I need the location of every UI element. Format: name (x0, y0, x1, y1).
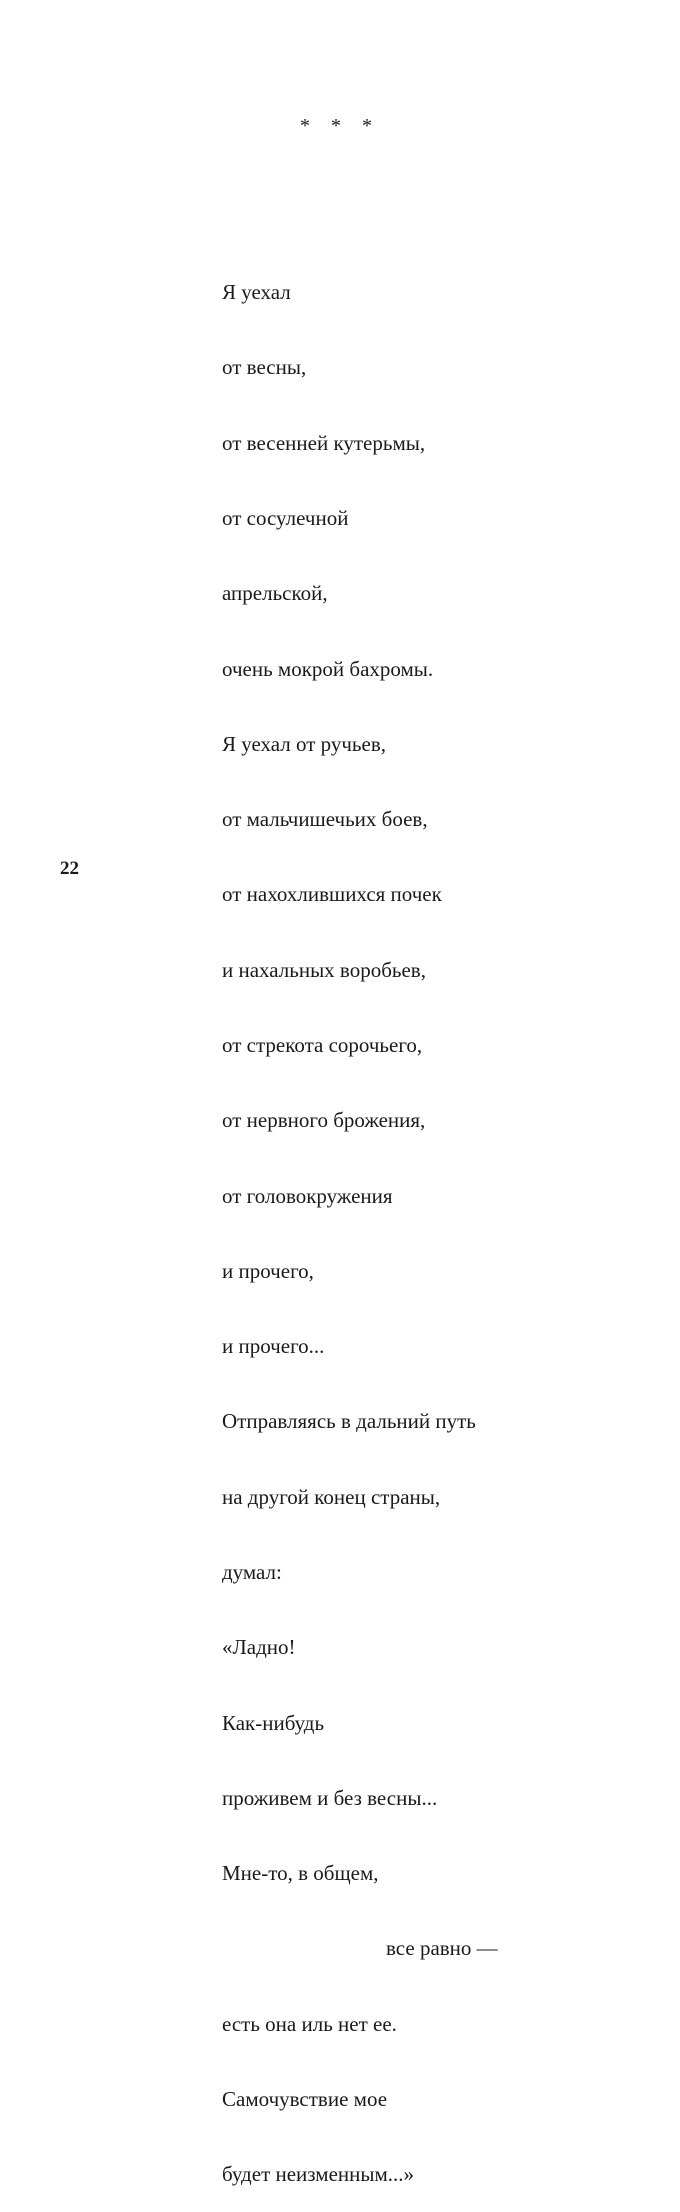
poem-line: «Ладно! (222, 1635, 296, 1660)
section-separator: * * * (300, 115, 380, 137)
poem-line-indented: все равно — (386, 1936, 498, 1961)
poem-line: от нервного брожения, (222, 1108, 426, 1133)
poem-line: Я уехал от ручьев, (222, 731, 386, 756)
poem-line: от весенней кутерьмы, (222, 430, 426, 455)
poem-line: и прочего, (222, 1258, 314, 1283)
poem-line: на другой конец страны, (222, 1484, 441, 1509)
poem-line: проживем и без весны... (222, 1785, 438, 1810)
poem-line: от головокружения (222, 1183, 393, 1208)
poem-line: от сосулечной (222, 506, 349, 531)
poem-line: от нахохлившихся почек (222, 882, 442, 907)
poem-line: Мне-то, в общем, (222, 1861, 379, 1886)
poem-line: Как-нибудь (222, 1710, 325, 1735)
poem-line: апрельской, (222, 581, 328, 606)
poem-line: Отправляясь в дальний путь (222, 1409, 476, 1434)
poem-line: и прочего... (222, 1334, 325, 1359)
poem-line: от стрекота сорочьего, (222, 1033, 423, 1057)
poem-line: и нахальных воробьев, (222, 957, 426, 982)
poem-line: будет неизменным...» (222, 2162, 415, 2187)
poem-line: Я уехал (222, 280, 291, 305)
poem-line: от мальчишечьих боев, (222, 807, 428, 832)
poem-line: есть она иль нет ее. (222, 2011, 397, 2036)
poem-line: очень мокрой бахромы. (222, 656, 434, 681)
page-number: 22 (60, 858, 79, 879)
poem-line: Самочувствие мое (222, 2086, 388, 2111)
poem-line: от весны, (222, 355, 307, 380)
poem-text (222, 230, 642, 2212)
poem-line: думал: (222, 1559, 282, 1584)
